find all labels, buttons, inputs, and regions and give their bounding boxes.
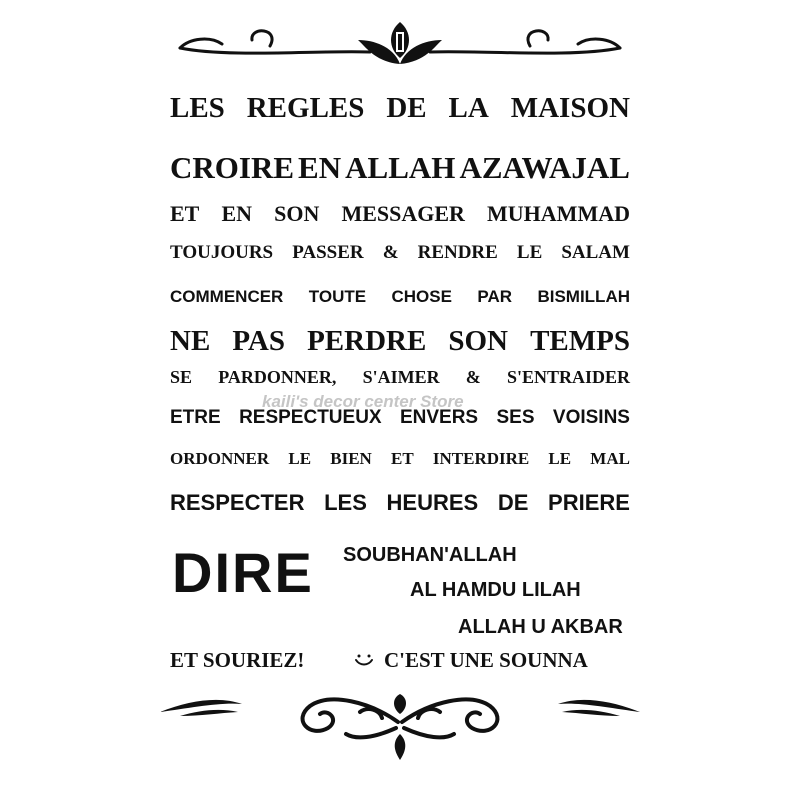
rule-word: S'AIMER	[362, 367, 440, 387]
rule-word: EN	[298, 150, 342, 185]
rule-word: COMMENCER	[170, 287, 284, 306]
rule-word: SE	[170, 367, 193, 387]
rule-word: PAR	[477, 287, 513, 306]
closing-left: ET SOURIEZ!	[170, 648, 305, 672]
dire-phrase-2: AL HAMDU LILAH	[410, 579, 581, 601]
rule-word: ENVERS	[399, 407, 479, 428]
rule-word: LES	[170, 92, 225, 124]
rule-word: REGLES	[246, 92, 365, 124]
dire-phrase-1: SOUBHAN'ALLAH	[343, 544, 517, 566]
rule-word: DE	[386, 92, 427, 124]
smile-icon	[352, 650, 376, 668]
dire-phrase-3: ALLAH U AKBAR	[458, 616, 623, 638]
rule-word: BISMILLAH	[537, 287, 630, 306]
rule-word: ALLAH	[345, 150, 456, 185]
top-floral-ornament-icon	[170, 18, 630, 72]
rule-word: DE	[497, 490, 529, 515]
rule-word: CHOSE	[391, 287, 452, 306]
closing-right: C'EST UNE SOUNNA	[384, 648, 588, 672]
rule-word: RESPECTUEUX	[239, 407, 382, 428]
rule-word: AZAWAJAL	[459, 150, 630, 185]
rule-word: &	[465, 367, 481, 387]
rule-word: TOUJOURS	[170, 242, 274, 263]
rule-line-1	[170, 152, 630, 183]
rule-word: ET	[170, 201, 200, 226]
rule-word: TOUTE	[308, 287, 367, 306]
rule-word: BIEN	[330, 449, 372, 468]
rule-word: LE	[288, 449, 312, 468]
store-watermark: kaili's decor center Store	[262, 392, 464, 411]
rule-word: ORDONNER	[170, 449, 270, 468]
rule-word: S'ENTRAIDER	[506, 367, 630, 387]
rule-word: LE	[548, 449, 572, 468]
rule-word: PERDRE	[307, 325, 427, 357]
rule-word: PASSER	[292, 242, 364, 263]
rule-word: ETRE	[170, 407, 221, 428]
dire-word: DIRE	[172, 541, 314, 604]
title-line	[170, 94, 630, 123]
rule-line-6	[170, 368, 630, 386]
rule-word: NE	[170, 325, 211, 357]
rule-word: TEMPS	[530, 325, 630, 357]
rule-word: SON	[274, 201, 320, 226]
rule-word: CROIRE	[170, 150, 295, 185]
rule-word: SON	[448, 325, 508, 357]
rule-line-5	[170, 327, 630, 356]
rule-word: MAL	[590, 449, 630, 468]
rule-word: LE	[516, 242, 543, 263]
rule-word: MUHAMMAD	[487, 201, 630, 226]
rule-word: RESPECTER	[170, 490, 305, 515]
rule-word: &	[382, 242, 399, 263]
rule-word: HEURES	[386, 490, 479, 515]
rule-line-8	[170, 450, 630, 467]
rule-word: ET	[391, 449, 414, 468]
rule-word: RENDRE	[417, 242, 498, 263]
rule-line-3	[170, 243, 630, 262]
rule-line-9	[170, 492, 630, 514]
rule-line-2	[170, 203, 630, 225]
rule-word: INTERDIRE	[432, 449, 530, 468]
rule-word: LES	[324, 490, 367, 515]
rule-line-4	[170, 288, 630, 305]
rule-word: MAISON	[510, 92, 630, 124]
rule-word: VOISINS	[552, 407, 630, 428]
rule-word: MESSAGER	[341, 201, 465, 226]
bottom-scroll-ornament-icon	[160, 682, 640, 762]
rule-word: PRIERE	[548, 490, 630, 515]
rule-word: PARDONNER,	[218, 367, 337, 387]
rule-word: SES	[496, 407, 535, 428]
rule-word: SALAM	[561, 242, 630, 263]
rule-word: LA	[448, 92, 489, 124]
rule-word: EN	[221, 201, 253, 226]
rule-word: PAS	[232, 325, 285, 357]
